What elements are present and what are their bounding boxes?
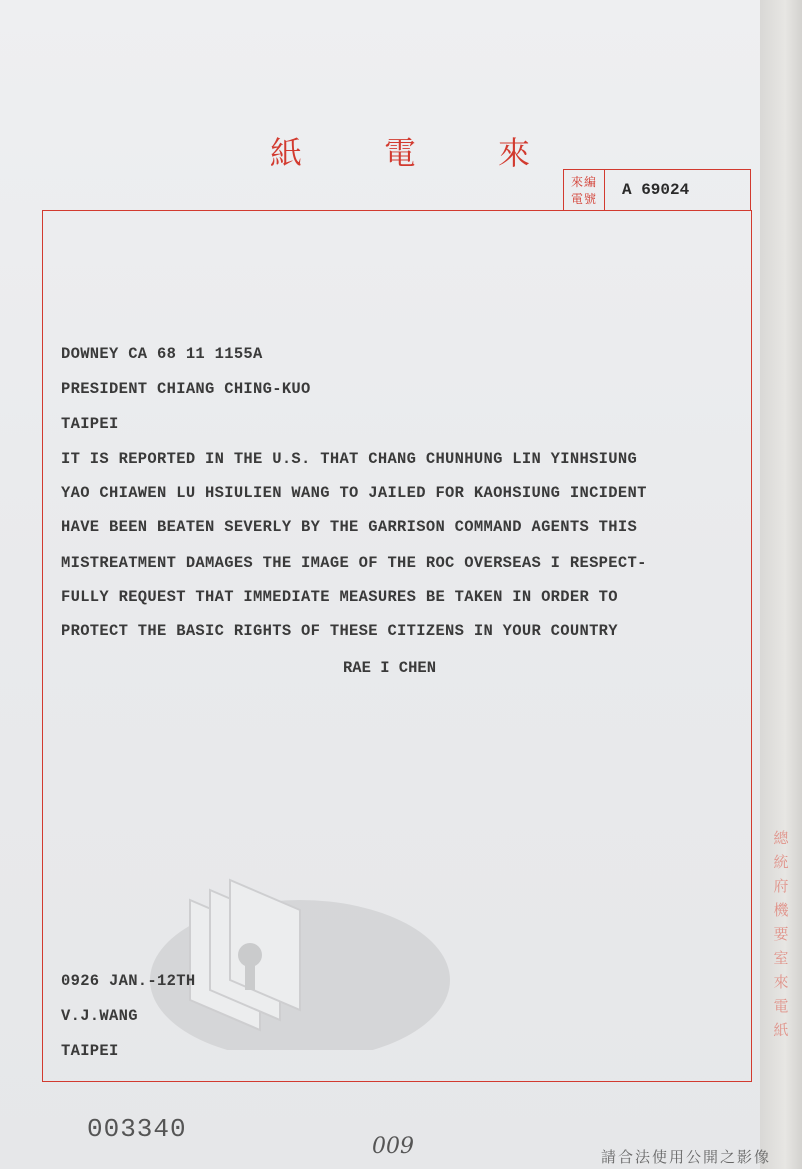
- archive-watermark: [150, 860, 450, 1050]
- handwritten-number: 009: [372, 1134, 414, 1159]
- sender-signature: RAE I CHEN: [343, 659, 437, 677]
- serial-label: [564, 170, 605, 211]
- form-title: [270, 128, 530, 174]
- telegram-line: PROTECT THE BASIC RIGHTS OF THESE CITIZENS IN YOUR COUNTRY: [61, 622, 618, 640]
- telegram-footer-line: TAIPEI: [61, 1042, 119, 1060]
- telegram-line: FULLY REQUEST THAT IMMEDIATE MEASURES BE TAKEN IN ORDER TO: [61, 588, 618, 606]
- office-stamp: 總統府機要室來電紙: [773, 829, 789, 1039]
- form-title-char: 紙: [270, 134, 303, 172]
- telegram-line: MISTREATMENT DAMAGES THE IMAGE OF THE ROC OVERSEAS I RESPECT-: [61, 554, 647, 572]
- serial-number-box: [563, 169, 751, 211]
- telegram-footer-line: 0926 JAN.-12TH: [61, 972, 196, 990]
- telegram-footer-line: V.J.WANG: [61, 1007, 138, 1025]
- page-number: 003340: [87, 1114, 187, 1144]
- telegram-line: IT IS REPORTED IN THE U.S. THAT CHANG CHUNHUNG LIN YINHSIUNG: [61, 450, 638, 468]
- serial-label-text: 來編 電號: [570, 174, 597, 206]
- telegram-line: DOWNEY CA 68 11 1155A: [61, 345, 263, 363]
- telegram-line: YAO CHIAWEN LU HSIULIEN WANG TO JAILED FOR KAOHSIUNG INCIDENT: [61, 484, 647, 502]
- serial-number: A 69024: [622, 181, 690, 199]
- telegram-line: PRESIDENT CHIANG CHING-KUO: [61, 380, 311, 398]
- form-title-char: 來: [497, 134, 530, 172]
- form-title-char: 電: [383, 134, 416, 172]
- telegram-line: TAIPEI: [61, 415, 119, 433]
- usage-notice: 請合法使用公開之影像: [601, 1148, 772, 1166]
- telegram-line: HAVE BEEN BEATEN SEVERLY BY THE GARRISON COMMAND AGENTS THIS: [61, 518, 638, 536]
